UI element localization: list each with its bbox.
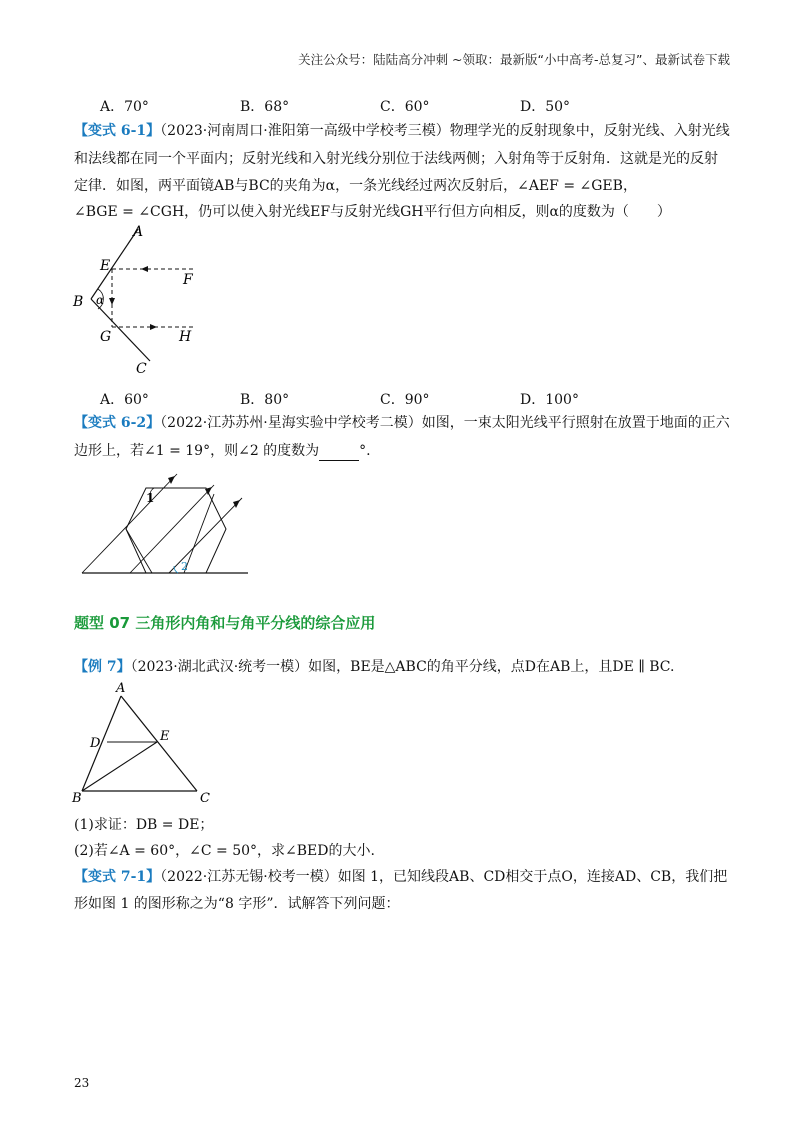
v61-line4: ∠BGE = ∠CGH，仍可以使入射光线EF与反射光线GH平行但方向相反，则α的度数为（ ） <box>74 204 671 220</box>
v62-line2: 边形上，若∠1 = 19°，则∠2 的度数为 °. <box>74 443 371 459</box>
option-a: A．60° <box>100 392 149 408</box>
arrow-ef <box>141 266 148 272</box>
option-c: C．60° <box>380 99 430 115</box>
side-ab <box>82 696 121 791</box>
section-title: 题型 07 三角形内角和与角平分线的综合应用 <box>74 614 376 632</box>
label-h: H <box>179 329 192 345</box>
ex7-part1: (1)求证：DB = DE； <box>74 817 214 833</box>
v71-line1: 【变式 7-1】（2022·江苏无锡·校考一模）如图 1，已知线段AB、CD相交于点O，连接AD、CB，我们把 <box>74 869 728 885</box>
label-e: E <box>100 258 111 274</box>
ex7-line1: 【例 7】（2023·湖北武汉·统考一模）如图，BE是△ABC的角平分线，点D在AB上，且DE ∥ BC. <box>74 659 675 675</box>
v61-options <box>100 389 660 409</box>
label-a: A <box>116 681 126 696</box>
hexagon-inner-2 <box>184 494 214 573</box>
q6-options <box>100 96 660 116</box>
sun-ray-3 <box>169 498 242 573</box>
sun-ray-2 <box>130 485 214 573</box>
mirror-ab <box>91 229 138 299</box>
label-f: F <box>183 272 193 288</box>
option-d: D．50° <box>520 99 571 115</box>
ex7-part2: (2)若∠A = 60°，∠C = 50°，求∠BED的大小. <box>74 843 375 859</box>
v61-line3: 定律．如图，两平面镜AB与BC的夹角为α，一条光线经过两次反射后，∠AEF = ∠GEB， <box>74 178 637 194</box>
triangle-figure <box>66 680 226 810</box>
side-ac <box>121 696 197 791</box>
option-d: D．100° <box>520 392 579 408</box>
label-a: A <box>133 224 144 240</box>
v62-tag: 【变式 6-2】 <box>74 415 161 431</box>
v71-tag: 【变式 7-1】 <box>74 869 161 885</box>
label-b: B <box>73 294 84 310</box>
label-c: C <box>200 791 210 806</box>
ex7-tag: 【例 7】 <box>74 659 131 675</box>
option-b: B．68° <box>240 99 290 115</box>
v61-line2: 和法线都在同一个平面内；反射光线和入射光线分别位于法线两侧；入射角等于反射角．这就是光的反射 <box>74 151 718 167</box>
v61-line1: 【变式 6-1】（2023·河南周口·淮阳第一高级中学校考三模）物理学光的反射现象中，反射光线、入射光线 <box>74 123 730 139</box>
arrow-eg <box>109 298 115 305</box>
label-alpha: α <box>96 293 105 307</box>
sun-ray-1 <box>82 474 177 573</box>
option-b: B．80° <box>240 392 290 408</box>
page-number: 23 <box>74 1076 90 1090</box>
label-g: G <box>100 329 112 345</box>
label-angle-2: 2 <box>181 560 188 573</box>
hexagon-inner-1 <box>126 529 152 573</box>
answer-blank <box>319 446 359 461</box>
label-c: C <box>136 361 147 377</box>
hexagon-figure <box>74 472 254 582</box>
v62-line1: 【变式 6-2】（2022·江苏苏州·星海实验中学校考二模）如图，一束太阳光线平行照射在放置于地面的正六 <box>74 415 730 431</box>
arrow-gh <box>150 324 157 330</box>
v61-tag: 【变式 6-1】 <box>74 123 161 139</box>
label-b: B <box>72 791 82 806</box>
label-angle-1: 1 <box>146 491 155 505</box>
page-header: 关注公众号：陆陆高分冲刺 ~领取：最新版“小中高考-总复习”、最新试卷下载 <box>298 52 730 67</box>
mirror-figure <box>60 218 220 378</box>
v71-line2: 形如图 1 的图形称之为“8 字形”．试解答下列问题： <box>74 896 400 912</box>
label-e: E <box>160 729 170 744</box>
option-c: C．90° <box>380 392 430 408</box>
label-d: D <box>90 736 101 751</box>
option-a: A．70° <box>100 99 149 115</box>
